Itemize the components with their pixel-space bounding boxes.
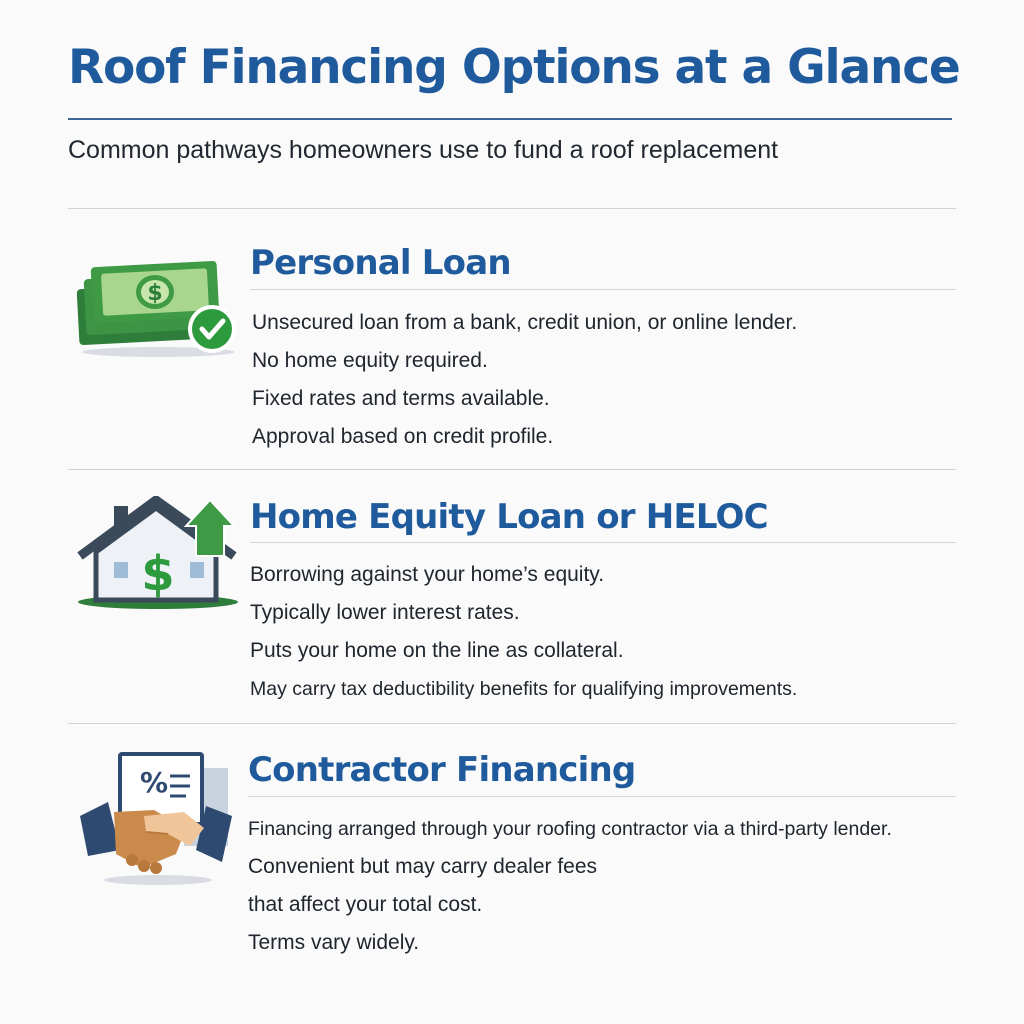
list-item: Financing arranged through your roofing contractor via a third-party lender. — [248, 818, 892, 840]
list-item: Fixed rates and terms available. — [252, 387, 550, 410]
section-title: Home Equity Loan or HELOC — [250, 497, 768, 537]
list-item: Borrowing against your home’s equity. — [250, 563, 605, 586]
list-item: Approval based on credit profile. — [252, 425, 554, 448]
svg-text:$: $ — [141, 546, 175, 602]
list-item: Terms vary widely. — [248, 931, 420, 954]
section-personal-loan — [0, 210, 1024, 468]
list-item: that affect your total cost. — [248, 893, 483, 916]
section-rule — [250, 542, 956, 543]
list-item: May carry tax deductibility benefits for qualifying improvements. — [250, 678, 798, 700]
house-dollar-icon — [76, 496, 246, 614]
page-subtitle: Common pathways homeowners use to fund a roof replacement — [68, 136, 779, 164]
handshake-percent-icon — [72, 750, 244, 888]
list-item: No home equity required. — [252, 349, 488, 372]
section-title: Personal Loan — [250, 243, 511, 283]
section-title: Contractor Financing — [248, 750, 636, 790]
section-rule — [248, 796, 956, 797]
section-home-equity — [0, 470, 1024, 722]
list-item: Convenient but may carry dealer fees — [248, 855, 598, 878]
bullet-list — [252, 304, 797, 456]
title-underline — [68, 118, 952, 120]
money-check-icon — [72, 254, 252, 366]
section-contractor-financing — [0, 724, 1024, 974]
svg-text:$: $ — [147, 281, 163, 306]
list-item: Puts your home on the line as collateral. — [250, 639, 624, 662]
list-item: Unsecured loan from a bank, credit union, or online lender. — [252, 311, 798, 334]
svg-text:%: % — [139, 766, 169, 799]
section-rule — [250, 289, 956, 290]
page-title: Roof Financing Options at a Glance — [68, 40, 960, 95]
section-divider — [68, 208, 956, 209]
bullet-list — [250, 556, 797, 708]
list-item: Typically lower interest rates. — [250, 601, 520, 624]
bullet-list — [248, 810, 892, 962]
